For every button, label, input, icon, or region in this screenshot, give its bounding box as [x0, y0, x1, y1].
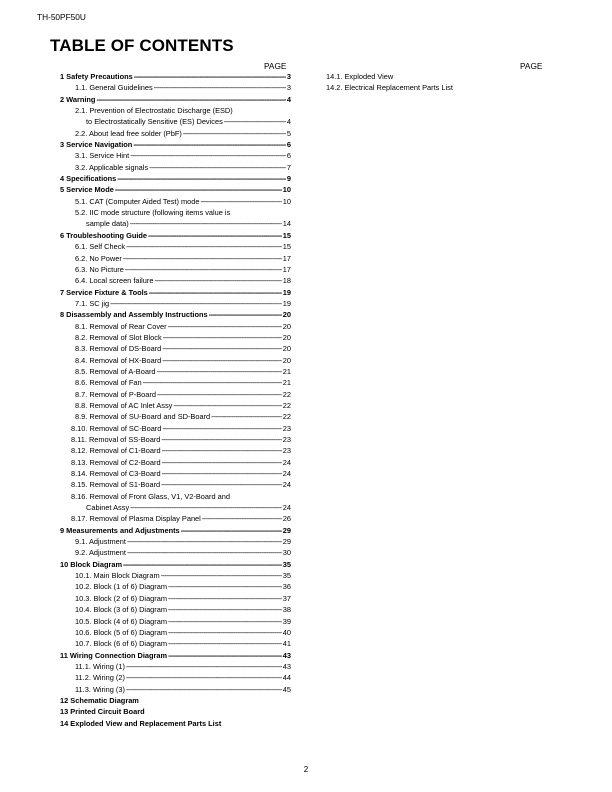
dot-leader [162, 423, 281, 434]
toc-entry-title: 8.13. Removal of C2-Board [71, 457, 161, 467]
toc-entry-title: to Electrostatically Sensitive (ES) Devices [86, 117, 223, 127]
toc-entry[interactable] [54, 366, 291, 377]
toc-entry[interactable] [54, 581, 291, 592]
toc-entry[interactable] [54, 162, 291, 173]
toc-entry-page: 26 [282, 514, 291, 524]
toc-entry-title: 9.1. Adjustment [75, 537, 126, 547]
toc-entry-title: 1.1. General Guidelines [75, 83, 153, 93]
toc-entry-title: 8.7. Removal of P-Board [75, 389, 156, 399]
toc-entry-page: 23 [282, 435, 291, 444]
toc-entry-title: 11.3. Wiring (3) [75, 684, 125, 694]
toc-entry-title: 8.2. Removal of Slot Block [75, 332, 162, 342]
toc-entry[interactable] [54, 309, 291, 320]
toc-entry-title: 5.1. CAT (Computer Aided Test) mode [75, 196, 200, 206]
toc-entry[interactable] [54, 570, 291, 581]
toc-entry[interactable] [54, 411, 291, 422]
toc-entry-title: 2.2. About lead free solder (PbF) [75, 128, 182, 138]
toc-entry[interactable]: 14.1. Exploded View [326, 72, 394, 81]
dot-leader [127, 547, 282, 558]
dot-leader [202, 513, 282, 524]
toc-entry-page: 20 [282, 332, 291, 342]
toc-entry-page: 17 [282, 264, 291, 274]
toc-entry-page: 4 [286, 94, 291, 104]
dot-leader [157, 389, 282, 400]
toc-entry-page: 23 [282, 446, 291, 456]
toc-entry[interactable] [54, 71, 291, 82]
dot-leader [224, 116, 286, 127]
toc-entry[interactable] [54, 207, 291, 230]
toc-entry-title: 3 Service Navigation [60, 140, 133, 150]
toc-entry[interactable] [54, 423, 291, 434]
toc-entry-title: 10.4. Block (3 of 6) Diagram [75, 605, 168, 615]
toc-entry[interactable] [54, 173, 291, 184]
dot-leader [123, 253, 282, 264]
dot-leader [211, 411, 282, 422]
toc-entry-title: 8.15. Removal of S1-Board [71, 480, 161, 490]
page-number: 2 [303, 765, 309, 774]
toc-entry-page: 29 [282, 525, 291, 535]
toc-entry-page: 43 [282, 650, 291, 660]
dot-leader [200, 196, 281, 207]
dot-leader [115, 184, 282, 195]
toc-entry-title: 3.2. Applicable signals [75, 162, 149, 172]
toc-entry-title: 11.1. Wiring (1) [75, 661, 125, 671]
toc-entry-title: 4 Specifications [60, 174, 117, 184]
toc-entry-page: 19 [282, 287, 291, 297]
dot-leader [154, 82, 286, 93]
toc-entry[interactable]: 14.2. Electrical Replacement Parts List [326, 83, 453, 93]
toc-entry[interactable] [54, 604, 291, 615]
toc-entry[interactable] [54, 400, 291, 411]
dot-leader [162, 355, 282, 366]
toc-entry-title: Cabinet Assy [86, 503, 130, 513]
toc-entry-title: 8.5. Removal of A-Board [75, 366, 156, 376]
toc-entry-title: 6.4. Local screen failure [75, 276, 154, 286]
dot-leader [149, 162, 286, 173]
toc-entry-page: 17 [282, 253, 291, 263]
toc-entry-title: 5.2. IIC mode structure (following items value is [75, 208, 231, 218]
toc-entry-page: 45 [282, 684, 291, 694]
dot-leader [134, 71, 286, 82]
toc-entry-page: 29 [282, 537, 291, 547]
toc-entry-title: 10.5. Block (4 of 6) Diagram [75, 616, 168, 626]
dot-leader [173, 400, 281, 411]
toc-entry[interactable] [54, 377, 291, 388]
toc-entry[interactable] [54, 672, 291, 683]
dot-leader [157, 366, 282, 377]
toc-entry-page: 18 [282, 276, 291, 286]
toc-entry-title: 1 Safety Precautions [60, 72, 133, 81]
dot-leader [130, 218, 282, 229]
dot-leader [130, 150, 286, 161]
dot-leader [127, 536, 282, 547]
dot-leader [168, 321, 282, 332]
toc-entry-title: 10.1. Main Block Diagram [75, 571, 160, 581]
toc-right-column [326, 71, 556, 94]
toc-entry-title: 11.2. Wiring (2) [75, 673, 125, 683]
toc-entry-title: 9.2. Adjustment [75, 548, 126, 558]
page-title: TABLE OF CONTENTS [50, 36, 234, 55]
dot-leader [162, 445, 282, 456]
toc-entry-title: 9 Measurements and Adjustments [60, 525, 180, 535]
toc-entry-title: 14 Exploded View and Replacement Parts List [60, 718, 222, 728]
toc-entry[interactable] [54, 468, 291, 479]
dot-leader [133, 139, 286, 150]
toc-entry[interactable] [54, 264, 291, 275]
toc-entry-page: 24 [282, 469, 291, 479]
toc-entry[interactable] [54, 128, 291, 139]
toc-entry-page: 5 [286, 128, 291, 138]
toc-entry-page: 20 [282, 355, 291, 365]
toc-entry-title: sample data) [86, 219, 129, 229]
toc-entry-page: 24 [282, 480, 291, 490]
dot-leader [126, 684, 282, 695]
toc-entry-title: 8.6. Removal of Fan [75, 378, 142, 388]
toc-entry-title: 10 Block Diagram [60, 559, 123, 569]
toc-entry-page: 20 [282, 310, 291, 320]
toc-entry[interactable] [54, 661, 291, 672]
toc-entry[interactable] [54, 684, 291, 695]
toc-entry-title: 7 Service Fixture & Tools [60, 287, 148, 297]
dot-leader [162, 343, 282, 354]
dot-leader [163, 332, 282, 343]
toc-entry-page: 15 [282, 230, 291, 240]
toc-entry[interactable] [54, 139, 291, 150]
toc-entry-page: 3 [286, 72, 291, 81]
toc-entry-title: 8.4. Removal of HX-Board [75, 355, 162, 365]
dot-leader [161, 570, 282, 581]
dot-leader [168, 650, 282, 661]
toc-entry-page: 35 [282, 559, 291, 569]
toc-entry[interactable] [54, 241, 291, 252]
toc-entry-page: 43 [282, 661, 291, 671]
dot-leader [130, 502, 282, 513]
toc-entry-page: 24 [282, 503, 291, 513]
toc-entry[interactable] [54, 536, 291, 547]
toc-entry[interactable] [54, 196, 291, 207]
toc-entry[interactable] [54, 479, 291, 490]
toc-entry[interactable] [54, 457, 291, 468]
toc-entry-title: 8.17. Removal of Plasma Display Panel [71, 514, 201, 524]
toc-entry-title: 8.8. Removal of AC Inlet Assy [75, 400, 173, 410]
toc-entry[interactable] [54, 94, 291, 105]
toc-entry-page: 39 [282, 616, 291, 626]
toc-entry[interactable] [54, 150, 291, 161]
toc-entry[interactable] [54, 525, 291, 536]
toc-entry-page: 10 [282, 185, 291, 195]
toc-entry[interactable] [54, 105, 291, 128]
toc-entry-page: 38 [282, 605, 291, 615]
toc-entry[interactable] [54, 332, 291, 343]
toc-entry-title: 6.1. Self Check [75, 242, 126, 252]
toc-entry[interactable] [54, 287, 291, 298]
toc-entry-title: 10.6. Block (5 of 6) Diagram [75, 627, 168, 637]
toc-entry-title: 3.1. Service Hint [75, 151, 130, 161]
toc-entry[interactable] [54, 513, 291, 524]
dot-leader [168, 604, 282, 615]
dot-leader [168, 638, 282, 649]
toc-entry-title: 8.1. Removal of Rear Cover [75, 321, 167, 331]
toc-entry-title: 6 Troubleshooting Guide [60, 230, 148, 240]
toc-entry-page: 30 [282, 548, 291, 558]
toc-entry-title: 8.9. Removal of SU-Board and SD-Board [75, 412, 211, 422]
toc-entry-title: 8.14. Removal of C3-Board [71, 469, 161, 479]
toc-entry-title: 10.7. Block (6 of 6) Diagram [75, 639, 168, 649]
dot-leader [148, 230, 282, 241]
dot-leader [181, 525, 282, 536]
dot-leader [126, 661, 282, 672]
dot-leader [117, 173, 286, 184]
toc-entry[interactable] [54, 695, 291, 706]
toc-entry[interactable] [54, 275, 291, 286]
dot-leader [126, 672, 282, 683]
dot-leader [123, 559, 282, 570]
toc-entry[interactable] [54, 445, 291, 456]
dot-leader [161, 479, 282, 490]
page-column-label-right: PAGE [520, 61, 543, 71]
toc-entry-page: 19 [282, 298, 291, 308]
toc-entry-page: 40 [282, 627, 291, 637]
toc-entry-page: 20 [282, 321, 291, 331]
toc-entry[interactable] [54, 650, 291, 661]
dot-leader [168, 593, 282, 604]
toc-entry-title: 11 Wiring Connection Diagram [60, 650, 168, 660]
toc-entry-page: 15 [282, 242, 291, 252]
toc-left-column [54, 71, 291, 729]
toc-entry[interactable] [54, 184, 291, 195]
toc-entry-page: 35 [282, 571, 291, 581]
dot-leader [168, 627, 282, 638]
toc-entry[interactable] [54, 434, 291, 445]
toc-entry-title: 6.3. No Picture [75, 264, 124, 274]
toc-entry-page: 4 [286, 117, 291, 127]
toc-entry[interactable] [54, 253, 291, 264]
toc-entry-page: 9 [286, 174, 291, 184]
toc-entry[interactable] [54, 298, 291, 309]
toc-entry-page: 22 [282, 412, 291, 422]
toc-entry[interactable] [54, 230, 291, 241]
toc-entry-page: 37 [282, 593, 291, 603]
dot-leader [143, 377, 282, 388]
toc-entry-title: 2.1. Prevention of Electrostatic Discharge (ESD) [75, 106, 233, 116]
toc-entry-page: 20 [282, 344, 291, 354]
toc-entry-title: 8.3. Removal of DS-Board [75, 344, 162, 354]
toc-entry-title: 8.10. Removal of SC-Board [71, 423, 162, 433]
toc-entry[interactable] [54, 559, 291, 570]
toc-entry[interactable] [54, 718, 291, 729]
model-number: TH-50PF50U [37, 12, 86, 22]
dot-leader [168, 616, 282, 627]
toc-entry-page: 44 [282, 673, 291, 683]
toc-entry[interactable] [54, 547, 291, 558]
toc-entry-page: 24 [282, 457, 291, 467]
toc-entry-page: 41 [282, 639, 291, 649]
toc-entry-title: 5 Service Mode [60, 185, 114, 195]
toc-entry-page: 3 [286, 83, 291, 93]
toc-entry[interactable] [54, 355, 291, 366]
toc-entry[interactable] [54, 491, 291, 514]
toc-entry-title: 8.12. Removal of C1-Board [71, 446, 161, 456]
toc-entry-page: 14 [282, 219, 291, 229]
dot-leader [154, 275, 281, 286]
toc-entry-page: 22 [282, 389, 291, 399]
dot-leader [183, 128, 286, 139]
toc-entry-page: 36 [282, 582, 291, 592]
toc-entry-page: 21 [282, 378, 291, 388]
toc-entry-page: 7 [286, 162, 291, 172]
toc-entry[interactable] [54, 638, 291, 649]
dot-leader [110, 298, 282, 309]
toc-entry[interactable] [54, 321, 291, 332]
toc-entry-title: 2 Warning [60, 94, 96, 104]
toc-entry-page: 6 [286, 151, 291, 161]
toc-entry[interactable] [54, 82, 291, 93]
toc-entry-title: 12 Schematic Diagram [60, 695, 139, 705]
toc-entry-page: 21 [282, 366, 291, 376]
dot-leader [162, 457, 282, 468]
toc-entry-title: 10.2. Block (1 of 6) Diagram [75, 582, 168, 592]
toc-entry-title: 6.2. No Power [75, 253, 122, 263]
dot-leader [168, 581, 282, 592]
toc-entry[interactable] [54, 706, 291, 717]
dot-leader [96, 94, 285, 105]
toc-entry-title: 10.3. Block (2 of 6) Diagram [75, 593, 168, 603]
page-column-label-left: PAGE [264, 61, 287, 71]
toc-entry[interactable] [54, 627, 291, 638]
toc-entry-page: 6 [286, 140, 291, 150]
toc-entry[interactable] [54, 616, 291, 627]
toc-entry-page: 10 [282, 196, 291, 206]
toc-entry-title: 7.1. SC jig [75, 298, 110, 308]
dot-leader [149, 287, 282, 298]
dot-leader [125, 264, 282, 275]
dot-leader [209, 309, 282, 320]
dot-leader [126, 241, 282, 252]
toc-entry[interactable] [54, 389, 291, 400]
dot-leader [162, 468, 282, 479]
toc-entry-title: 8.11. Removal of SS-Board [71, 435, 161, 444]
toc-entry[interactable] [54, 593, 291, 604]
toc-entry[interactable] [54, 343, 291, 354]
toc-entry-title: 8 Disassembly and Assembly Instructions [60, 310, 208, 320]
toc-entry-title: 13 Printed Circuit Board [60, 707, 145, 717]
dot-leader [161, 434, 281, 445]
toc-entry-page: 23 [282, 423, 291, 433]
toc-entry-title: 8.16. Removal of Front Glass, V1, V2-Board and [71, 491, 230, 501]
toc-entry-page: 22 [282, 400, 291, 410]
